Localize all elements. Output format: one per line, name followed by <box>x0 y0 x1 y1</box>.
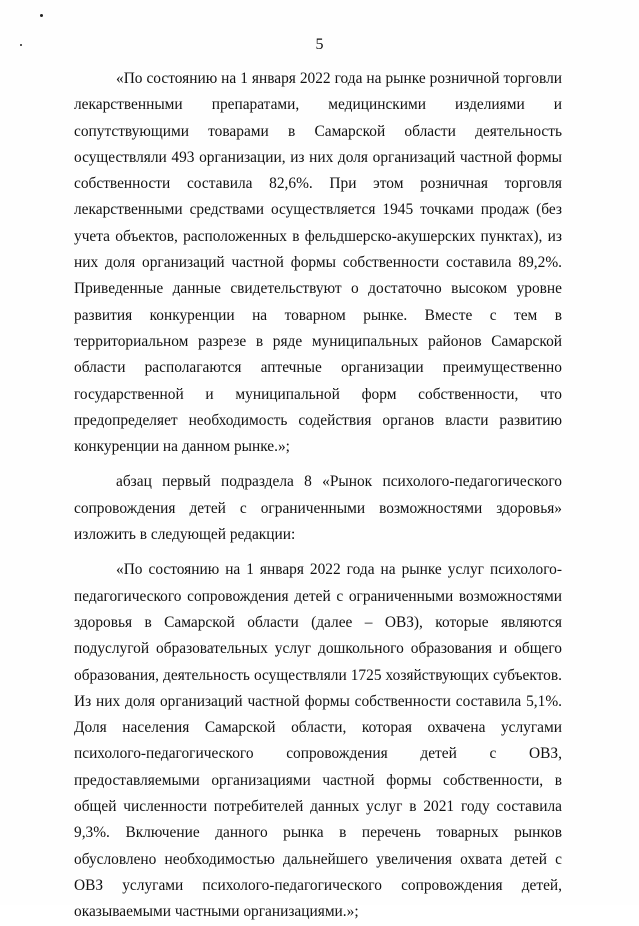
paragraph-amendment-instruction: абзац первый подраздела 8 «Рынок психолого-педагогического сопровождения детей с ограниченными возможностями здоровья» изложить в следующей редакции: <box>74 473 562 544</box>
scan-speck <box>40 14 43 17</box>
paragraph-pharmacy-market: «По состоянию на 1 января 2022 года на рынке розничной торговли лекарственными препаратами, медицинскими изделиями и сопутствующими товарами в Самарской области деятельность осуществляли 493 организации, из них доля организаций частной формы собственности составила 82,6%. При этом розничная торговля лекарственными средствами осуществляется 1945 точками продаж (без учета объектов, расположенных в фельдшерско-акушерских пунктах), из них доля организаций частной формы собственности составила 89,2%. Приведенные данные свидетельствуют о достаточно высоком уровне развития конкуренции на товарном рынке. Вместе с тем в территориальном разрезе в ряде муниципальных районов Самарской области располагаются аптечные организации преимущественно государственной и муниципальной форм собственности, что предопределяет необходимость содействия органов власти развитию конкуренции на данном рынке.»; <box>74 70 562 456</box>
document-body <box>74 66 562 926</box>
paragraph-psychological-support-market: «По состоянию на 1 января 2022 года на рынке услуг психолого-педагогического сопровождения детей с ограниченными возможностями здоровья в Самарской области (далее – ОВЗ), которые являются подуслугой образовательных услуг дошкольного образования и общего образования, деятельность осуществляли 1725 хозяйствующих субъектов. Из них доля организаций частной формы собственности составила 5,1%. Доля населения Самарской области, которая охвачена услугами психолого-педагогического сопровождения детей с ОВЗ, предоставляемыми организациями частной формы собственности, в общей численности потребителей данных услуг в 2021 году составила 9,3%. Включение данного рынка в перечень товарных рынков обусловлено необходимостью дальнейшего увеличения охвата детей с ОВЗ услугами психолого-педагогического сопровождения детей, оказываемыми частными организациями.»; <box>74 561 562 921</box>
page-number: 5 <box>315 36 324 53</box>
